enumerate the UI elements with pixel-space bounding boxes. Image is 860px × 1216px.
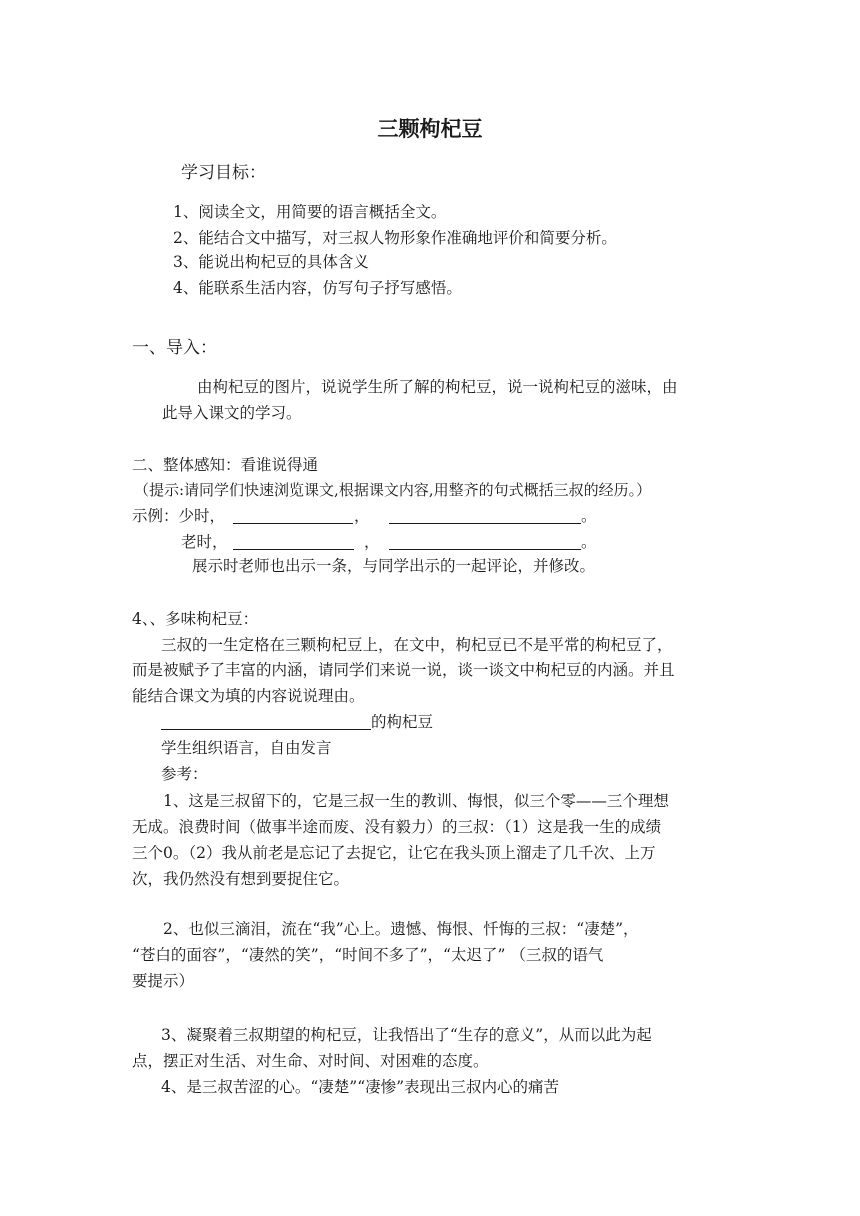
flavor-paragraph-line-3: 能结合课文为填的内容说说理由。 — [132, 687, 365, 705]
document-title: 三颗枸杞豆 — [377, 116, 483, 141]
flavor-paragraph-line-1: 三叔的一生定格在三颗枸杞豆上，在文中，枸杞豆已不是平常的枸杞豆了， — [161, 636, 673, 654]
reference-1-line-2: 无成。浪费时间（做事半途而废、没有毅力）的三叔：（1）这是我一生的成绩 — [132, 818, 662, 836]
intro-heading: 一、导入： — [132, 338, 217, 358]
display-note: 展示时老师也出示一条，与同学出示的一起评论，并修改。 — [192, 557, 596, 575]
reference-2-line-1: 2、也似三滴泪，流在“我”心上。遗憾、悔恨、忏悔的三叔：“凄楚”， — [163, 920, 639, 938]
intro-paragraph-line-1: 由枸杞豆的图片，说说学生所了解的枸杞豆，说一说枸杞豆的滋味，由 — [197, 378, 678, 396]
example-label: 示例：少时， — [132, 507, 226, 525]
reference-label: 参考： — [161, 765, 208, 783]
objective-item-1: 1、阅读全文，用简要的语言概括全文。 — [173, 203, 447, 221]
old-age-comma: ， — [364, 533, 380, 551]
blank-suffix: 的枸杞豆 — [371, 713, 434, 731]
intro-paragraph-line-2: 此导入课文的学习。 — [162, 404, 302, 422]
reference-3-line-2: 点，摆正对生活、对生命、对时间、对困难的态度。 — [132, 1052, 489, 1070]
example-comma: ， — [354, 507, 370, 525]
objective-item-4: 4、能联系生活内容，仿写句子抒写感悟。 — [173, 279, 462, 297]
overall-hint: （提示:请同学们快速浏览课文,根据课文内容,用整齐的句式概括三叔的经历。） — [134, 481, 652, 499]
reference-2-line-2: “苍白的面容”，“凄然的笑”，“时间不多了”，“太迟了” （三叔的语气 — [132, 946, 604, 964]
overall-heading: 二、整体感知：看谁说得通 — [132, 456, 319, 474]
reference-1-line-4: 次，我仍然没有想到要捉住它。 — [132, 870, 350, 888]
old-age-period: 。 — [581, 533, 597, 551]
objectives-heading: 学习目标： — [181, 163, 266, 183]
student-note: 学生组织语言，自由发言 — [161, 739, 332, 757]
fill-blank — [161, 729, 371, 730]
flavor-paragraph-line-2: 而是被赋予了丰富的内涵，请同学们来说一说，谈一谈文中枸杞豆的内涵。并且 — [132, 661, 675, 679]
fill-blank — [233, 523, 353, 524]
reference-2-line-3: 要提示） — [132, 972, 195, 990]
fill-blank — [233, 549, 354, 550]
example-period: 。 — [581, 507, 597, 525]
objective-item-2: 2、能结合文中描写，对三叔人物形象作准确地评价和简要分析。 — [173, 229, 617, 247]
reference-3-line-1: 3、凝聚着三叔期望的枸杞豆，让我悟出了“生存的意义”，从而以此为起 — [161, 1026, 652, 1044]
reference-1-line-1: 1、这是三叔留下的，它是三叔一生的教训、悔恨，似三个零——三个理想 — [163, 792, 669, 810]
reference-4-line-1: 4、是三叔苦涩的心。“凄楚”“凄惨”表现出三叔内心的痛苦 — [161, 1078, 560, 1096]
fill-blank — [389, 549, 581, 550]
old-age-label: 老时， — [181, 533, 228, 551]
objective-item-3: 3、能说出枸杞豆的具体含义 — [173, 253, 369, 271]
reference-1-line-3: 三个0。（2）我从前老是忘记了去捉它，让它在我头顶上溜走了几千次、上万 — [132, 844, 656, 862]
fill-blank — [389, 523, 581, 524]
flavor-heading: 4、、多味枸杞豆： — [132, 610, 259, 628]
